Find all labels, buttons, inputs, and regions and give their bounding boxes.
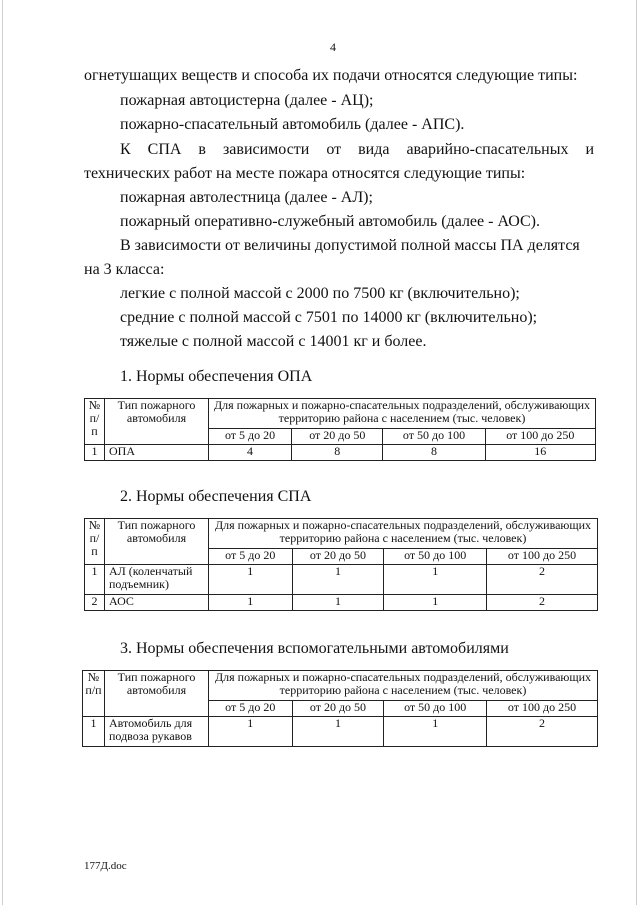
row-type: Автомобиль для подвоза рукавов xyxy=(105,717,209,747)
range-4: от 100 до 250 xyxy=(485,429,595,445)
table-auxiliary xyxy=(82,670,598,747)
text-line-4: К СПА в зависимости от вида аварийно-спасательных и xyxy=(120,141,594,158)
table-spa xyxy=(84,518,598,611)
text-line-5: технических работ на месте пожара относятся следующие типы: xyxy=(84,165,526,182)
table-row xyxy=(85,445,596,461)
row-num: 1 xyxy=(83,717,105,747)
range-1: от 5 до 20 xyxy=(209,549,293,565)
row-value: 4 xyxy=(209,445,292,461)
table-opa xyxy=(84,398,596,461)
range-4: от 100 до 250 xyxy=(487,701,598,717)
table-row xyxy=(85,595,598,611)
text-line-10: легкие с полной массой с 2000 по 7500 кг (включительно); xyxy=(120,285,520,302)
header-type: Тип пожарного автомобиля xyxy=(105,399,209,445)
header-num: № п/п xyxy=(85,399,105,445)
header-num: № п/п xyxy=(85,519,105,565)
header-group: Для пожарных и пожарно-спасательных подразделений, обслуживающих территорию района с населением (тыс. человек) xyxy=(209,399,596,429)
text-line-6: пожарная автолестница (далее - АЛ); xyxy=(120,189,373,206)
row-value: 1 xyxy=(292,717,384,747)
range-1: от 5 до 20 xyxy=(209,429,292,445)
row-value: 1 xyxy=(384,595,487,611)
range-3: от 50 до 100 xyxy=(384,701,487,717)
row-value: 16 xyxy=(485,445,595,461)
row-value: 8 xyxy=(383,445,485,461)
row-num: 1 xyxy=(85,565,105,595)
row-value: 1 xyxy=(384,565,487,595)
header-num: № п/п xyxy=(83,671,105,717)
scan-edge-left xyxy=(2,0,3,905)
row-value: 1 xyxy=(209,595,293,611)
table3-title: 3. Нормы обеспечения вспомогательными автомобилями xyxy=(120,640,509,657)
row-value: 1 xyxy=(292,595,384,611)
row-value: 1 xyxy=(209,717,293,747)
text-line-11: средние с полной массой с 7501 по 14000 кг (включительно); xyxy=(120,309,538,326)
range-2: от 20 до 50 xyxy=(292,429,383,445)
range-1: от 5 до 20 xyxy=(209,701,293,717)
header-group: Для пожарных и пожарно-спасательных подразделений, обслуживающих территорию района с населением (тыс. человек) xyxy=(209,519,598,549)
range-2: от 20 до 50 xyxy=(292,701,384,717)
row-value: 1 xyxy=(292,565,384,595)
text-line-12: тяжелые с полной массой с 14001 кг и более. xyxy=(120,333,427,350)
text-line-7: пожарный оперативно-служебный автомобиль (далее - АОС). xyxy=(120,213,540,230)
range-2: от 20 до 50 xyxy=(292,549,384,565)
row-value: 2 xyxy=(487,565,598,595)
header-type: Тип пожарного автомобиля xyxy=(105,671,209,717)
header-type: Тип пожарного автомобиля xyxy=(105,519,209,565)
row-type: АОС xyxy=(105,595,209,611)
row-type: АЛ (коленчатый подъемник) xyxy=(105,565,209,595)
text-line-8: В зависимости от величины допустимой полной массы ПА делятся xyxy=(120,237,580,254)
row-value: 2 xyxy=(487,717,598,747)
row-num: 1 xyxy=(85,445,105,461)
row-type: ОПА xyxy=(105,445,209,461)
row-num: 2 xyxy=(85,595,105,611)
scan-edge-right xyxy=(636,0,637,905)
table2-title: 2. Нормы обеспечения СПА xyxy=(120,488,312,505)
table1-title: 1. Нормы обеспечения ОПА xyxy=(120,368,313,385)
text-line-3: пожарно-спасательный автомобиль (далее - АПС). xyxy=(120,116,465,133)
table-row xyxy=(83,717,598,747)
range-3: от 50 до 100 xyxy=(383,429,485,445)
range-3: от 50 до 100 xyxy=(384,549,487,565)
footer-filename: 177Д.doc xyxy=(84,860,127,872)
text-line-2: пожарная автоцистерна (далее - АЦ); xyxy=(120,92,374,109)
row-value: 1 xyxy=(384,717,487,747)
row-value: 8 xyxy=(292,445,383,461)
page-number: 4 xyxy=(330,40,336,54)
text-line-1: огнетушащих веществ и способа их подачи относятся следующие типы: xyxy=(84,67,578,84)
header-group: Для пожарных и пожарно-спасательных подразделений, обслуживающих территорию района с населением (тыс. человек) xyxy=(209,671,598,701)
range-4: от 100 до 250 xyxy=(487,549,598,565)
row-value: 1 xyxy=(209,565,293,595)
text-line-9: на 3 класса: xyxy=(84,261,165,278)
row-value: 2 xyxy=(487,595,598,611)
table-row xyxy=(85,565,598,595)
